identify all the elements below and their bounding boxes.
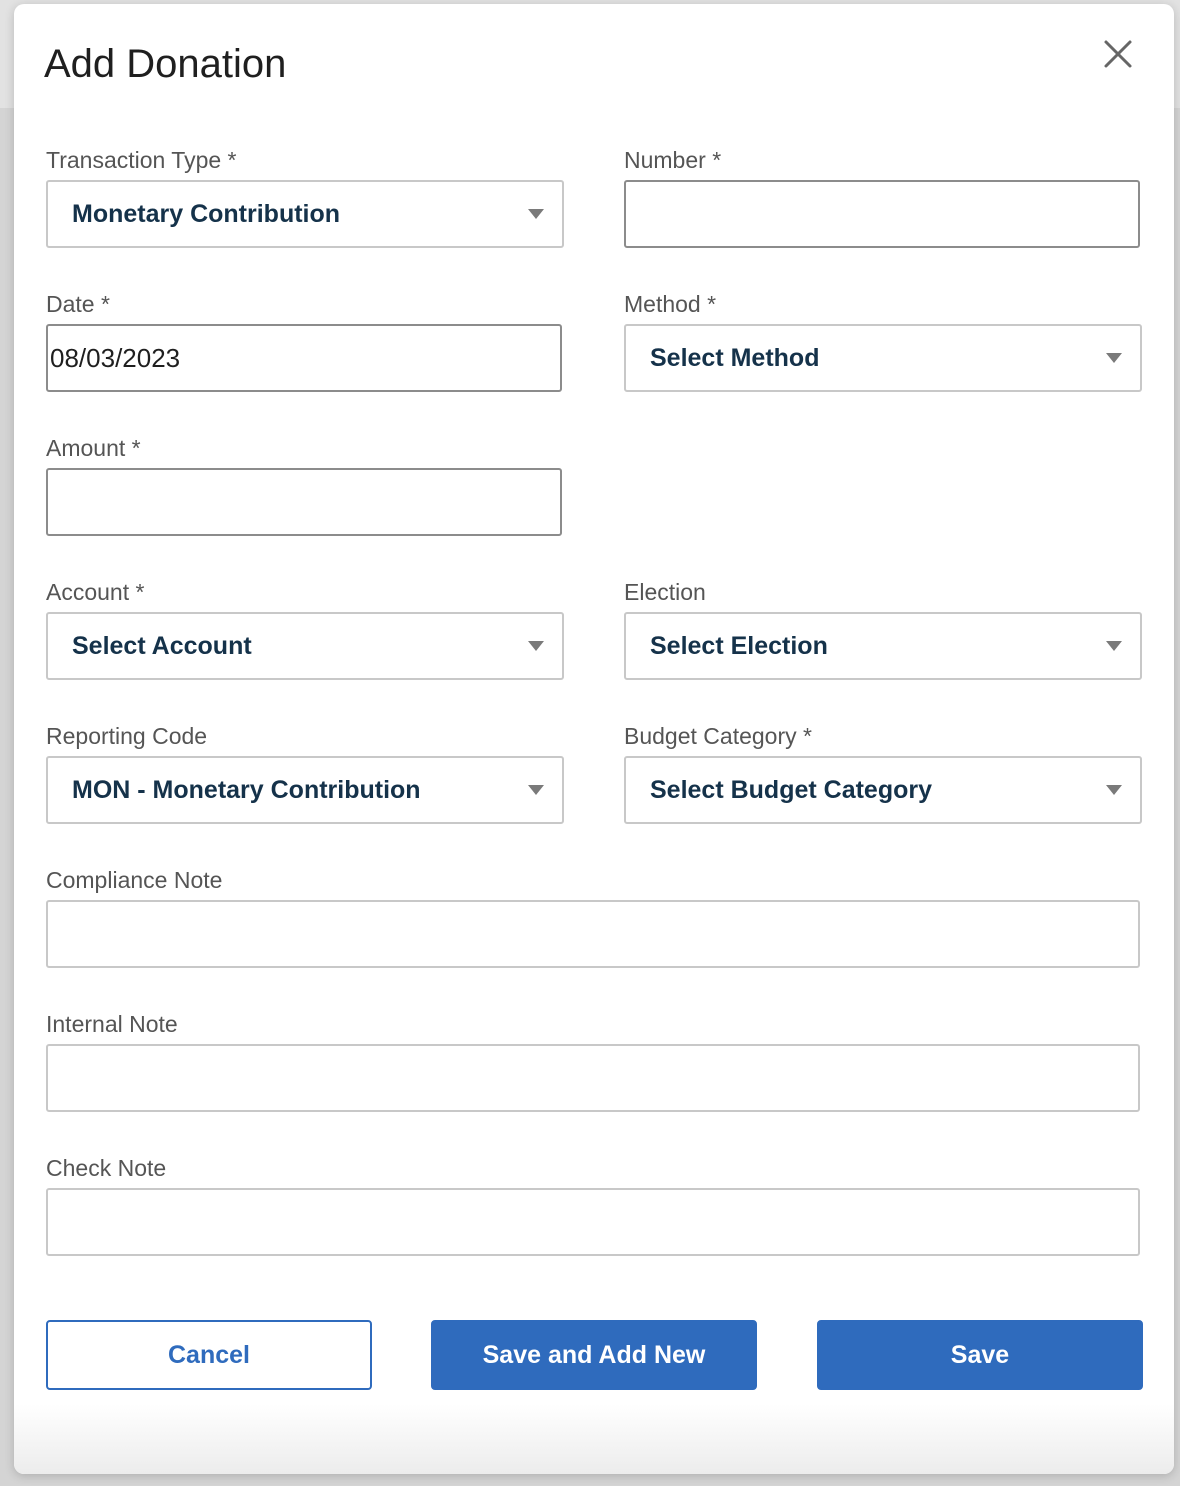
- transaction-type-label: Transaction Type *: [46, 147, 237, 173]
- caret-down-icon: [528, 641, 544, 651]
- budget-category-select[interactable]: [624, 756, 1142, 824]
- compliance-note-input[interactable]: [48, 902, 1138, 966]
- internal-note-label: Internal Note: [46, 1011, 178, 1037]
- cancel-button[interactable]: Cancel: [46, 1320, 372, 1390]
- close-button[interactable]: [1100, 36, 1136, 72]
- account-label: Account *: [46, 579, 145, 605]
- account-select[interactable]: [46, 612, 564, 680]
- caret-down-icon: [1106, 353, 1122, 363]
- amount-field[interactable]: [46, 468, 562, 536]
- amount-input[interactable]: [48, 470, 560, 534]
- reporting-code-value: MON - Monetary Contribution: [72, 776, 421, 804]
- caret-down-icon: [1106, 641, 1122, 651]
- compliance-note-label: Compliance Note: [46, 867, 223, 893]
- number-field[interactable]: [624, 180, 1140, 248]
- internal-note-field[interactable]: [46, 1044, 1140, 1112]
- internal-note-input[interactable]: [48, 1046, 1138, 1110]
- compliance-note-field[interactable]: [46, 900, 1140, 968]
- budget-category-label: Budget Category *: [624, 723, 812, 749]
- date-field[interactable]: [46, 324, 562, 392]
- method-label: Method *: [624, 291, 717, 317]
- date-label: Date *: [46, 291, 110, 317]
- date-input[interactable]: [48, 326, 560, 390]
- amount-label: Amount *: [46, 435, 141, 461]
- election-value: Select Election: [650, 632, 828, 660]
- number-label: Number *: [624, 147, 722, 173]
- transaction-type-select[interactable]: [46, 180, 564, 248]
- check-note-field[interactable]: [46, 1188, 1140, 1256]
- account-value: Select Account: [72, 632, 252, 660]
- reporting-code-select[interactable]: [46, 756, 564, 824]
- check-note-label: Check Note: [46, 1155, 167, 1181]
- method-select[interactable]: [624, 324, 1142, 392]
- number-input[interactable]: [626, 182, 1138, 246]
- election-label: Election: [624, 579, 706, 605]
- save-button[interactable]: Save: [817, 1320, 1143, 1390]
- caret-down-icon: [528, 209, 544, 219]
- dialog-title: Add Donation: [44, 42, 287, 86]
- election-select[interactable]: [624, 612, 1142, 680]
- close-icon: [1100, 36, 1136, 72]
- budget-category-value: Select Budget Category: [650, 776, 933, 804]
- dialog-footer: [14, 1404, 1174, 1474]
- check-note-input[interactable]: [48, 1190, 1138, 1254]
- reporting-code-label: Reporting Code: [46, 723, 208, 749]
- save-and-add-new-button[interactable]: Save and Add New: [431, 1320, 757, 1390]
- caret-down-icon: [1106, 785, 1122, 795]
- caret-down-icon: [528, 785, 544, 795]
- add-donation-dialog: [14, 4, 1174, 1474]
- transaction-type-value: Monetary Contribution: [72, 200, 341, 228]
- method-value: Select Method: [650, 344, 820, 372]
